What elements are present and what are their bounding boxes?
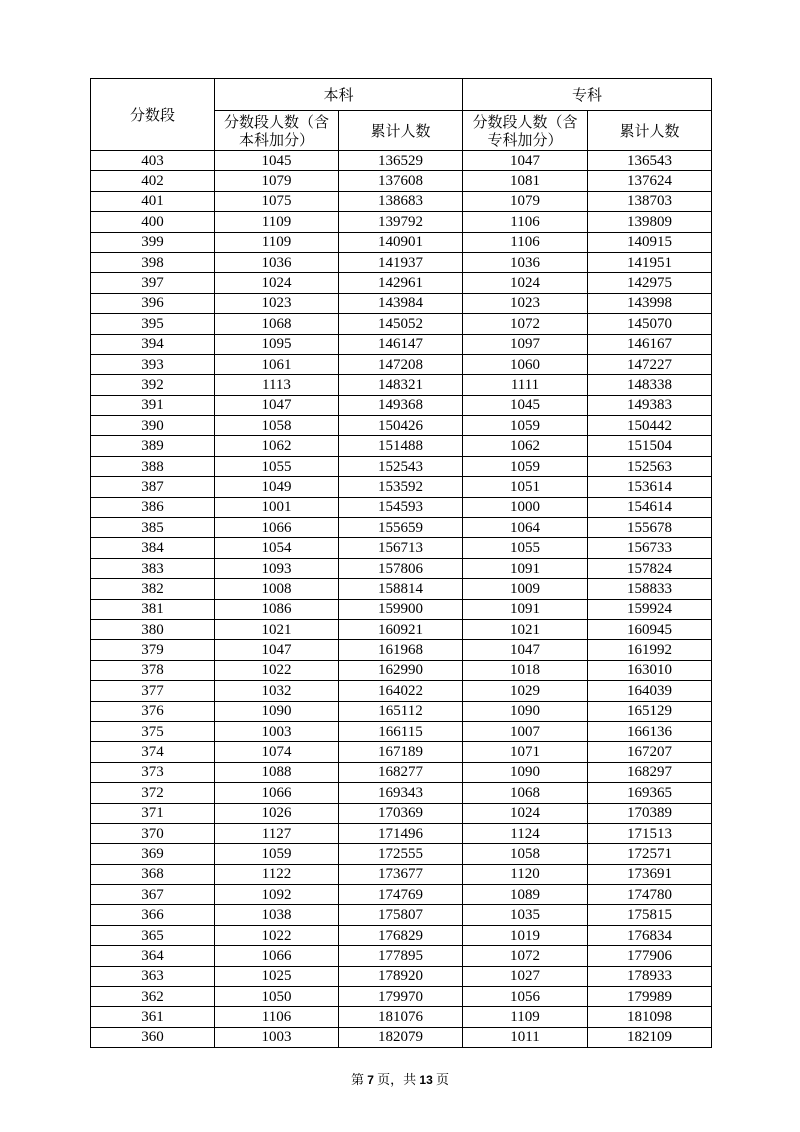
- cell-college-count: 1019: [463, 925, 588, 945]
- cell-college-cumulative: 177906: [588, 946, 712, 966]
- cell-undergrad-count: 1047: [215, 395, 339, 415]
- cell-college-cumulative: 140915: [588, 232, 712, 252]
- cell-college-count: 1023: [463, 293, 588, 313]
- cell-college-cumulative: 173691: [588, 864, 712, 884]
- table-row: [91, 619, 712, 639]
- cell-college-cumulative: 141951: [588, 252, 712, 272]
- cell-college-count: 1106: [463, 232, 588, 252]
- cell-college-cumulative: 179989: [588, 987, 712, 1007]
- cell-college-cumulative: 175815: [588, 905, 712, 925]
- cell-undergrad-cumulative: 171496: [339, 823, 463, 843]
- cell-score: 367: [91, 885, 215, 905]
- cell-score: 373: [91, 762, 215, 782]
- table-row: [91, 925, 712, 945]
- cell-college-cumulative: 166136: [588, 721, 712, 741]
- cell-score: 386: [91, 497, 215, 517]
- header-college-cumulative: 累计人数: [588, 111, 712, 151]
- cell-undergrad-count: 1075: [215, 191, 339, 211]
- cell-college-count: 1027: [463, 966, 588, 986]
- cell-score: 378: [91, 660, 215, 680]
- cell-college-cumulative: 158833: [588, 579, 712, 599]
- cell-college-cumulative: 147227: [588, 354, 712, 374]
- cell-undergrad-count: 1036: [215, 252, 339, 272]
- cell-undergrad-cumulative: 177895: [339, 946, 463, 966]
- cell-undergrad-cumulative: 141937: [339, 252, 463, 272]
- header-college-count-line2: 专科加分）: [487, 130, 563, 149]
- cell-undergrad-count: 1038: [215, 905, 339, 925]
- table-row: [91, 191, 712, 211]
- cell-college-cumulative: 181098: [588, 1007, 712, 1027]
- cell-undergrad-count: 1003: [215, 721, 339, 741]
- cell-undergrad-count: 1062: [215, 436, 339, 456]
- table-row: [91, 252, 712, 272]
- cell-undergrad-count: 1093: [215, 558, 339, 578]
- table-row: [91, 803, 712, 823]
- header-college-count-line1: 分数段人数（含: [472, 112, 578, 131]
- table-row: [91, 436, 712, 456]
- cell-undergrad-cumulative: 150426: [339, 416, 463, 436]
- cell-score: 366: [91, 905, 215, 925]
- table-row: [91, 1007, 712, 1027]
- cell-college-count: 1009: [463, 579, 588, 599]
- cell-college-count: 1106: [463, 212, 588, 232]
- cell-undergrad-cumulative: 136529: [339, 151, 463, 171]
- cell-college-count: 1097: [463, 334, 588, 354]
- table-row: [91, 314, 712, 334]
- cell-college-cumulative: 176834: [588, 925, 712, 945]
- cell-college-count: 1109: [463, 1007, 588, 1027]
- cell-undergrad-count: 1095: [215, 334, 339, 354]
- cell-college-cumulative: 167207: [588, 742, 712, 762]
- cell-college-count: 1090: [463, 701, 588, 721]
- header-score-band: 分数段: [91, 79, 215, 151]
- cell-college-cumulative: 150442: [588, 416, 712, 436]
- cell-college-count: 1060: [463, 354, 588, 374]
- cell-college-count: 1021: [463, 619, 588, 639]
- table-row: [91, 375, 712, 395]
- cell-score: 403: [91, 151, 215, 171]
- table-row: [91, 660, 712, 680]
- cell-undergrad-cumulative: 151488: [339, 436, 463, 456]
- table-row: [91, 416, 712, 436]
- footer-mid: 页，共: [377, 1072, 417, 1087]
- cell-college-cumulative: 138703: [588, 191, 712, 211]
- cell-score: 377: [91, 681, 215, 701]
- cell-undergrad-count: 1023: [215, 293, 339, 313]
- cell-undergrad-cumulative: 158814: [339, 579, 463, 599]
- cell-score: 400: [91, 212, 215, 232]
- header-undergrad-count: [215, 111, 339, 151]
- cell-undergrad-cumulative: 160921: [339, 619, 463, 639]
- cell-college-cumulative: 148338: [588, 375, 712, 395]
- cell-undergrad-cumulative: 181076: [339, 1007, 463, 1027]
- cell-undergrad-count: 1058: [215, 416, 339, 436]
- cell-score: 394: [91, 334, 215, 354]
- cell-college-count: 1059: [463, 416, 588, 436]
- cell-score: 379: [91, 640, 215, 660]
- cell-college-count: 1059: [463, 456, 588, 476]
- cell-college-cumulative: 169365: [588, 783, 712, 803]
- cell-score: 384: [91, 538, 215, 558]
- cell-college-cumulative: 163010: [588, 660, 712, 680]
- cell-undergrad-cumulative: 162990: [339, 660, 463, 680]
- cell-college-count: 1051: [463, 477, 588, 497]
- cell-score: 362: [91, 987, 215, 1007]
- cell-undergrad-count: 1092: [215, 885, 339, 905]
- cell-score: 397: [91, 273, 215, 293]
- cell-score: 374: [91, 742, 215, 762]
- table-row: [91, 987, 712, 1007]
- cell-college-count: 1120: [463, 864, 588, 884]
- cell-undergrad-cumulative: 165112: [339, 701, 463, 721]
- cell-college-cumulative: 156733: [588, 538, 712, 558]
- cell-undergrad-count: 1025: [215, 966, 339, 986]
- cell-score: 390: [91, 416, 215, 436]
- cell-college-count: 1024: [463, 803, 588, 823]
- cell-undergrad-cumulative: 169343: [339, 783, 463, 803]
- footer-current-page: 7: [367, 1073, 374, 1087]
- cell-college-count: 1018: [463, 660, 588, 680]
- table-row: [91, 599, 712, 619]
- cell-undergrad-count: 1088: [215, 762, 339, 782]
- cell-undergrad-count: 1066: [215, 946, 339, 966]
- cell-undergrad-count: 1055: [215, 456, 339, 476]
- cell-undergrad-count: 1066: [215, 783, 339, 803]
- cell-undergrad-cumulative: 175807: [339, 905, 463, 925]
- cell-score: 401: [91, 191, 215, 211]
- cell-undergrad-cumulative: 143984: [339, 293, 463, 313]
- cell-undergrad-count: 1068: [215, 314, 339, 334]
- cell-undergrad-cumulative: 179970: [339, 987, 463, 1007]
- footer-prefix: 第: [350, 1072, 364, 1087]
- cell-undergrad-count: 1066: [215, 518, 339, 538]
- cell-college-cumulative: 154614: [588, 497, 712, 517]
- table-row: [91, 864, 712, 884]
- cell-undergrad-count: 1086: [215, 599, 339, 619]
- cell-college-cumulative: 161992: [588, 640, 712, 660]
- cell-undergrad-count: 1032: [215, 681, 339, 701]
- cell-college-count: 1124: [463, 823, 588, 843]
- cell-undergrad-cumulative: 173677: [339, 864, 463, 884]
- cell-college-count: 1036: [463, 252, 588, 272]
- cell-undergrad-count: 1022: [215, 925, 339, 945]
- table-row: [91, 823, 712, 843]
- header-undergrad-count-line2: 本科加分）: [238, 130, 314, 149]
- table-row: [91, 518, 712, 538]
- cell-score: 383: [91, 558, 215, 578]
- cell-undergrad-count: 1079: [215, 171, 339, 191]
- cell-undergrad-cumulative: 138683: [339, 191, 463, 211]
- cell-undergrad-count: 1024: [215, 273, 339, 293]
- table-row: [91, 477, 712, 497]
- table-row: [91, 354, 712, 374]
- cell-college-cumulative: 136543: [588, 151, 712, 171]
- table-body: [91, 151, 712, 1048]
- cell-undergrad-cumulative: 148321: [339, 375, 463, 395]
- cell-college-count: 1081: [463, 171, 588, 191]
- cell-score: 387: [91, 477, 215, 497]
- cell-score: 398: [91, 252, 215, 272]
- cell-college-count: 1079: [463, 191, 588, 211]
- cell-college-cumulative: 182109: [588, 1027, 712, 1047]
- cell-undergrad-count: 1109: [215, 212, 339, 232]
- cell-college-count: 1056: [463, 987, 588, 1007]
- cell-undergrad-count: 1008: [215, 579, 339, 599]
- cell-undergrad-cumulative: 174769: [339, 885, 463, 905]
- table-row: [91, 232, 712, 252]
- cell-score: 391: [91, 395, 215, 415]
- cell-college-cumulative: 153614: [588, 477, 712, 497]
- cell-score: 376: [91, 701, 215, 721]
- cell-college-count: 1072: [463, 314, 588, 334]
- cell-college-count: 1047: [463, 640, 588, 660]
- cell-score: 369: [91, 844, 215, 864]
- cell-college-cumulative: 174780: [588, 885, 712, 905]
- cell-college-cumulative: 165129: [588, 701, 712, 721]
- table-row: [91, 273, 712, 293]
- cell-undergrad-count: 1122: [215, 864, 339, 884]
- cell-undergrad-cumulative: 147208: [339, 354, 463, 374]
- cell-undergrad-count: 1127: [215, 823, 339, 843]
- cell-college-cumulative: 170389: [588, 803, 712, 823]
- cell-undergrad-cumulative: 152543: [339, 456, 463, 476]
- cell-undergrad-cumulative: 178920: [339, 966, 463, 986]
- cell-score: 380: [91, 619, 215, 639]
- cell-undergrad-cumulative: 157806: [339, 558, 463, 578]
- cell-college-count: 1047: [463, 151, 588, 171]
- cell-undergrad-cumulative: 155659: [339, 518, 463, 538]
- cell-undergrad-count: 1045: [215, 151, 339, 171]
- header-college-count: [463, 111, 588, 151]
- cell-undergrad-count: 1106: [215, 1007, 339, 1027]
- cell-score: 363: [91, 966, 215, 986]
- table-row: [91, 212, 712, 232]
- cell-college-cumulative: 160945: [588, 619, 712, 639]
- score-distribution-table: [90, 78, 712, 1048]
- cell-score: 360: [91, 1027, 215, 1047]
- cell-score: 389: [91, 436, 215, 456]
- cell-undergrad-cumulative: 146147: [339, 334, 463, 354]
- cell-undergrad-count: 1050: [215, 987, 339, 1007]
- cell-college-cumulative: 152563: [588, 456, 712, 476]
- table-row: [91, 966, 712, 986]
- header-undergrad-count-line1: 分数段人数（含: [223, 112, 329, 131]
- cell-college-cumulative: 178933: [588, 966, 712, 986]
- cell-undergrad-count: 1090: [215, 701, 339, 721]
- cell-college-cumulative: 142975: [588, 273, 712, 293]
- table-row: [91, 640, 712, 660]
- cell-college-count: 1089: [463, 885, 588, 905]
- cell-undergrad-cumulative: 159900: [339, 599, 463, 619]
- cell-undergrad-cumulative: 140901: [339, 232, 463, 252]
- cell-undergrad-count: 1021: [215, 619, 339, 639]
- cell-score: 399: [91, 232, 215, 252]
- cell-college-cumulative: 145070: [588, 314, 712, 334]
- cell-score: 392: [91, 375, 215, 395]
- cell-college-count: 1024: [463, 273, 588, 293]
- cell-college-cumulative: 172571: [588, 844, 712, 864]
- table-row: [91, 579, 712, 599]
- cell-college-count: 1000: [463, 497, 588, 517]
- cell-undergrad-cumulative: 168277: [339, 762, 463, 782]
- cell-score: 395: [91, 314, 215, 334]
- cell-college-count: 1091: [463, 558, 588, 578]
- table-row: [91, 538, 712, 558]
- cell-college-cumulative: 139809: [588, 212, 712, 232]
- cell-college-cumulative: 137624: [588, 171, 712, 191]
- cell-undergrad-cumulative: 153592: [339, 477, 463, 497]
- cell-college-count: 1068: [463, 783, 588, 803]
- cell-score: 368: [91, 864, 215, 884]
- cell-score: 361: [91, 1007, 215, 1027]
- cell-score: 364: [91, 946, 215, 966]
- cell-undergrad-cumulative: 137608: [339, 171, 463, 191]
- cell-undergrad-cumulative: 154593: [339, 497, 463, 517]
- cell-undergrad-cumulative: 176829: [339, 925, 463, 945]
- cell-college-cumulative: 151504: [588, 436, 712, 456]
- cell-score: 382: [91, 579, 215, 599]
- page-footer: [0, 1069, 800, 1088]
- cell-undergrad-cumulative: 145052: [339, 314, 463, 334]
- table-row: [91, 721, 712, 741]
- cell-score: 365: [91, 925, 215, 945]
- cell-undergrad-cumulative: 166115: [339, 721, 463, 741]
- cell-college-count: 1072: [463, 946, 588, 966]
- footer-suffix: 页: [436, 1072, 450, 1087]
- header-undergrad-cumulative: 累计人数: [339, 111, 463, 151]
- footer-total-pages: 13: [419, 1073, 433, 1087]
- cell-undergrad-cumulative: 139792: [339, 212, 463, 232]
- cell-undergrad-count: 1026: [215, 803, 339, 823]
- cell-college-cumulative: 168297: [588, 762, 712, 782]
- table-row: [91, 783, 712, 803]
- cell-undergrad-cumulative: 161968: [339, 640, 463, 660]
- cell-college-cumulative: 143998: [588, 293, 712, 313]
- cell-undergrad-count: 1022: [215, 660, 339, 680]
- cell-undergrad-cumulative: 156713: [339, 538, 463, 558]
- cell-undergrad-count: 1001: [215, 497, 339, 517]
- table-row: [91, 395, 712, 415]
- cell-college-count: 1111: [463, 375, 588, 395]
- cell-college-count: 1091: [463, 599, 588, 619]
- cell-college-count: 1045: [463, 395, 588, 415]
- table-row: [91, 171, 712, 191]
- cell-score: 388: [91, 456, 215, 476]
- table-row: [91, 905, 712, 925]
- cell-undergrad-cumulative: 182079: [339, 1027, 463, 1047]
- cell-college-count: 1011: [463, 1027, 588, 1047]
- table-row: [91, 946, 712, 966]
- cell-undergrad-cumulative: 142961: [339, 273, 463, 293]
- cell-undergrad-cumulative: 149368: [339, 395, 463, 415]
- cell-undergrad-count: 1003: [215, 1027, 339, 1047]
- cell-college-count: 1035: [463, 905, 588, 925]
- cell-undergrad-count: 1113: [215, 375, 339, 395]
- header-group-college: 专科: [463, 79, 712, 111]
- cell-college-count: 1071: [463, 742, 588, 762]
- cell-score: 381: [91, 599, 215, 619]
- cell-college-cumulative: 155678: [588, 518, 712, 538]
- cell-undergrad-count: 1109: [215, 232, 339, 252]
- cell-college-cumulative: 157824: [588, 558, 712, 578]
- cell-college-count: 1064: [463, 518, 588, 538]
- cell-college-cumulative: 159924: [588, 599, 712, 619]
- cell-college-cumulative: 146167: [588, 334, 712, 354]
- cell-college-count: 1058: [463, 844, 588, 864]
- cell-college-count: 1090: [463, 762, 588, 782]
- cell-undergrad-count: 1061: [215, 354, 339, 374]
- cell-college-count: 1029: [463, 681, 588, 701]
- table-row: [91, 293, 712, 313]
- cell-undergrad-cumulative: 164022: [339, 681, 463, 701]
- cell-undergrad-cumulative: 167189: [339, 742, 463, 762]
- cell-undergrad-cumulative: 172555: [339, 844, 463, 864]
- cell-score: 385: [91, 518, 215, 538]
- cell-score: 396: [91, 293, 215, 313]
- cell-college-cumulative: 164039: [588, 681, 712, 701]
- cell-undergrad-count: 1074: [215, 742, 339, 762]
- cell-score: 375: [91, 721, 215, 741]
- table-row: [91, 681, 712, 701]
- cell-undergrad-count: 1054: [215, 538, 339, 558]
- table-row: [91, 742, 712, 762]
- cell-score: 402: [91, 171, 215, 191]
- table-row: [91, 151, 712, 171]
- table-row: [91, 456, 712, 476]
- cell-undergrad-count: 1059: [215, 844, 339, 864]
- table-row: [91, 497, 712, 517]
- cell-score: 372: [91, 783, 215, 803]
- cell-undergrad-cumulative: 170369: [339, 803, 463, 823]
- table-row: [91, 1027, 712, 1047]
- cell-college-count: 1007: [463, 721, 588, 741]
- table-row: [91, 844, 712, 864]
- cell-undergrad-count: 1047: [215, 640, 339, 660]
- cell-score: 370: [91, 823, 215, 843]
- table-row: [91, 334, 712, 354]
- cell-college-count: 1055: [463, 538, 588, 558]
- cell-college-cumulative: 149383: [588, 395, 712, 415]
- table-row: [91, 762, 712, 782]
- table-row: [91, 558, 712, 578]
- cell-college-cumulative: 171513: [588, 823, 712, 843]
- table-header: [91, 79, 712, 151]
- cell-score: 393: [91, 354, 215, 374]
- cell-score: 371: [91, 803, 215, 823]
- table-row: [91, 701, 712, 721]
- header-group-undergrad: 本科: [215, 79, 463, 111]
- cell-undergrad-count: 1049: [215, 477, 339, 497]
- cell-college-count: 1062: [463, 436, 588, 456]
- table-row: [91, 885, 712, 905]
